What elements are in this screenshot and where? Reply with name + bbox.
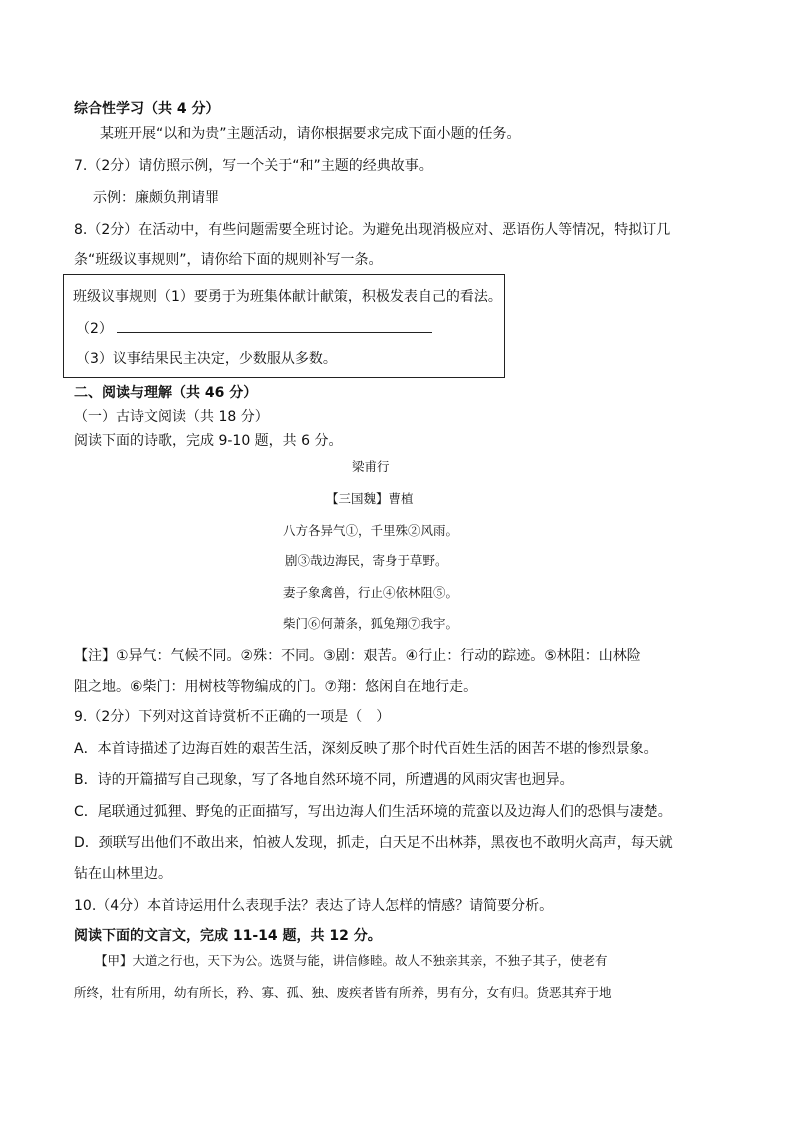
section-heading-reading: 二、阅读与理解（共 46 分） [74, 385, 258, 401]
rule-1: 班级议事规则（1）要勇于为班集体献计献策，积极发表自己的看法。 [73, 289, 502, 305]
question-7-stem: 7.（2分）请仿照示例，写一个关于“和”主题的经典故事。 [74, 158, 433, 174]
classical-text-jia-line1: 【甲】大道之行也，天下为公。选贤与能，讲信修睦。故人不独亲其亲，不独子其子，使老有 [95, 953, 608, 968]
rule-2-answer-blank[interactable] [117, 318, 432, 333]
poem-notes-line1: 【注】①异气：气候不同。②殊：不同。③剧：艰苦。④行止：行动的踪迹。⑤林阻：山林险 [74, 648, 641, 664]
question-8-stem-line2: 条“班级议事规则”，请你给下面的规则补写一条。 [74, 252, 383, 268]
poem-notes-line2: 阻之地。⑥柴门：用树枝等物编成的门。⑦翔：悠闲自在地行走。 [74, 679, 478, 695]
poem-line-3: 妻子象禽兽，行止④依林阻⑤。 [283, 585, 459, 600]
rule-2 [76, 318, 432, 339]
reading-instruction: 阅读下面的诗歌，完成 9-10 题，共 6 分。 [74, 433, 343, 449]
section-intro: 某班开展“以和为贵”主题活动，请你根据要求完成下面小题的任务。 [100, 126, 521, 142]
question-9-option-b[interactable]: B．诗的开篇描写自己现象，写了各地自然环境不同，所遭遇的风雨灾害也迥异。 [74, 772, 574, 788]
question-9-option-c[interactable]: C．尾联通过狐狸、野兔的正面描写，写出边海人们生活环境的荒蛮以及边海人们的恐惧与凄楚。 [74, 804, 672, 820]
poem-line-4: 柴门⑥何萧条，狐兔翔⑦我宇。 [283, 616, 459, 631]
poem-line-2: 剧③哉边海民，寄身于草野。 [285, 553, 448, 568]
poem-author: 【三国魏】曹植 [326, 491, 414, 506]
question-9-option-a[interactable]: A．本首诗描述了边海百姓的艰苦生活，深刻反映了那个时代百姓生活的困苦不堪的惨烈景象。 [74, 741, 658, 757]
classical-reading-instruction: 阅读下面的文言文，完成 11-14 题，共 12 分。 [74, 928, 382, 944]
poem-title: 梁甫行 [352, 459, 390, 474]
subsection-classical-poetry: （一）古诗文阅读（共 18 分） [74, 409, 269, 425]
rule-2-label: （2） [76, 321, 113, 337]
poem-line-1: 八方各异气①，千里殊②风雨。 [283, 523, 459, 538]
question-9-stem: 9.（2分）下列对这首诗赏析不正确的一项是（ ） [74, 709, 391, 725]
rule-3: （3）议事结果民主决定，少数服从多数。 [76, 351, 337, 367]
question-10-stem: 10.（4分）本首诗运用什么表现手法？表达了诗人怎样的情感？请简要分析。 [74, 898, 554, 914]
question-8-stem-line1: 8.（2分）在活动中，有些问题需要全班讨论。为避免出现消极应对、恶语伤人等情况，特拟订几 [74, 222, 671, 238]
question-9-option-d-continued: 钻在山林里边。 [74, 866, 172, 882]
question-9-option-d[interactable]: D．颈联写出他们不敢出来，怕被人发现，抓走，白天足不出林莽，黑夜也不敢明火高声，每天就 [74, 835, 673, 851]
question-7-example: 示例：廉颇负荆请罪 [93, 190, 219, 206]
classical-text-jia-line2: 所终，壮有所用，幼有所长，矜、寡、孤、独、废疾者皆有所养，男有分，女有归。货恶其弃于地 [74, 985, 612, 1000]
section-heading-comprehensive: 综合性学习（共 4 分） [74, 101, 220, 117]
